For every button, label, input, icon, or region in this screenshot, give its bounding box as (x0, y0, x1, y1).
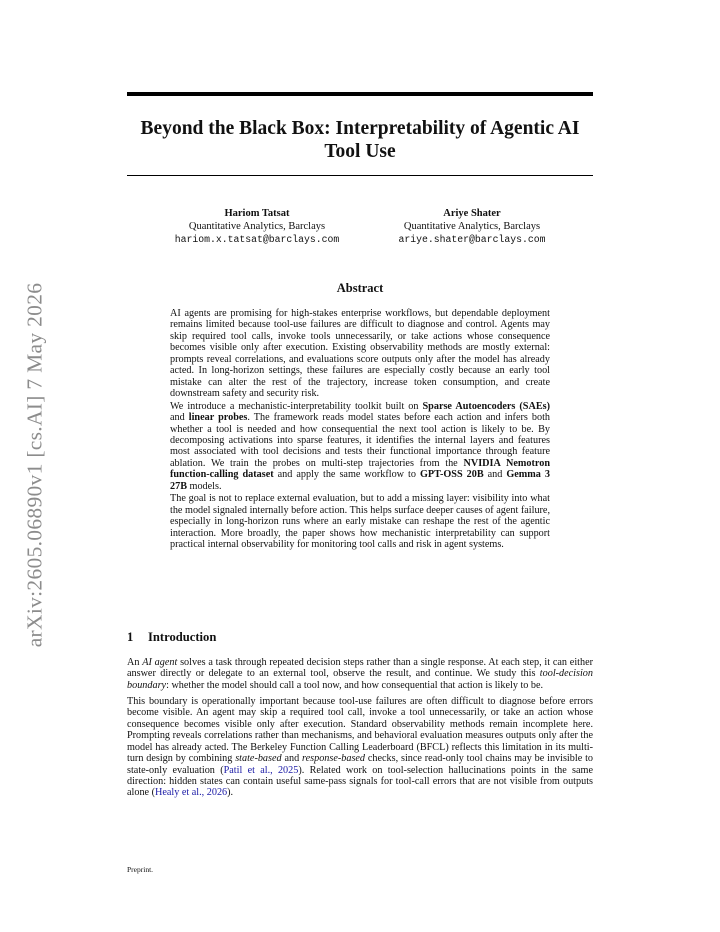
abstract-body (170, 308, 550, 552)
text-run: and (483, 469, 507, 481)
text-run: An (127, 657, 143, 668)
introduction-body (127, 657, 593, 803)
arxiv-identifier-stamp (10, 265, 60, 665)
author-email[interactable]: hariom.x.tatsat@barclays.com (174, 234, 340, 245)
author-affiliation: Quantitative Analytics, Barclays (403, 221, 541, 232)
bold-term: Gemma 3 27B (170, 469, 550, 492)
text-run: . The framework reads model states before each action and infers both whether a tool is needed and how consequential the next tool action is likely to be. By decomposing activations into sparse features, it identifies the internal layers and features most associated with tool decisions and tests their functional importance through feature ablation. We train the probes on multi-step trajectories from the (170, 412, 550, 469)
bold-term: linear probes (188, 412, 248, 424)
text-run: and (170, 412, 189, 424)
citation-link[interactable]: Patil et al., 2025 (223, 764, 299, 776)
abstract-paragraph-3: The goal is not to replace external evaluation, but to add a missing layer: visibility into what the model signaled internally before action. This helps surface deeper causes of agent failure, especially in long-horizon runs where an early mistake can reshape the rest of the agentic interaction. More broadly, the paper shows how mechanistic interpretability can support practical internal observability for monitoring tool calls and risk in agent systems. (170, 493, 550, 551)
text-run: models. (186, 480, 222, 492)
text-run: ). (227, 787, 234, 799)
author-email[interactable]: ariye.shater@barclays.com (398, 234, 546, 245)
citation-link[interactable]: Healy et al., 2026 (155, 787, 228, 799)
text-run: This boundary is operationally important because tool-use failures are often difficult to diagnose before errors become visible. An agent may skip a required tool call, invoke a tool unnecessarily, or take an action whose consequence becomes visible only after execution. Standard observability methods remain incomplete here. Prompting reveals correlations rather than mechanisms, and behavioral evaluation measures outputs only after the model has already acted. The Berkeley Function Calling Leaderboard (BFCL) reflects this limitation in its multi-turn design by combining (127, 695, 593, 765)
author-affiliation: Quantitative Analytics, Barclays (188, 221, 326, 232)
abstract-paragraph-1: AI agents are promising for high-stakes enterprise workflows, but dependable deployment remains limited because tool-use failures are difficult to diagnose and control. Agents may skip required tool calls, invoke tools unnecessarily, or take actions whose consequence becomes visible only after execution. Existing observability methods are mostly external: prompts reveal correlations, and evaluations score outputs only after the model has already acted. In long-horizon settings, these failures are especially costly because an early tool mistake can alter the rest of the trajectory, increase token consumption, and create downstream safety and security risk. (170, 308, 550, 400)
text-run: and apply the same workflow to (273, 469, 420, 481)
bold-term: NVIDIA Nemotron function-calling dataset (170, 457, 550, 481)
paper-title: Beyond the Black Box: Interpretability of Agentic AI Tool Use (140, 118, 580, 162)
section-heading (127, 630, 216, 645)
intro-paragraph-2 (127, 696, 593, 799)
title-top-rule (127, 92, 593, 96)
abstract-heading: Abstract (336, 281, 384, 295)
bold-term: Sparse Autoencoders (SAEs) (422, 400, 550, 412)
text-run: and (281, 753, 303, 765)
text-run: checks, since read-only tool chains may be invisible to state-only evaluation ( (127, 753, 593, 776)
italic-term: AI agent (142, 657, 178, 668)
section-number: 1 (127, 630, 134, 644)
author-name: Ariye Shater (443, 208, 501, 219)
author-name: Hariom Tatsat (224, 208, 290, 219)
text-run: ). Related work on tool-selection hallucinations points in the same direction: hidden states can contain useful same-pass signals for tool-call errors that are not visible from outputs alone ( (127, 764, 593, 799)
italic-term: tool-decision boundary (127, 668, 593, 691)
text-run: : whether the model should call a tool now, and how consequential that action is likely to be. (166, 679, 544, 691)
italic-term: state-based (235, 753, 282, 765)
text-run: We introduce a mechanistic-interpretability toolkit built on (170, 400, 423, 412)
title-bottom-rule (127, 175, 593, 176)
author-block-2 (362, 207, 582, 246)
section-title: Introduction (148, 630, 217, 644)
arxiv-identifier-text: arXiv:2605.06890v1 [cs.AI] 7 May 2026 (22, 282, 47, 648)
intro-paragraph-1 (127, 657, 593, 691)
author-block-1 (147, 207, 367, 246)
text-run: solves a task through repeated decision steps rather than a single response. At each step, it can either answer directly or delegate to an external tool, observe the result, and continue. We study this (127, 657, 593, 680)
footer-note: Preprint. (127, 865, 154, 874)
abstract-paragraph-2 (170, 401, 550, 493)
italic-term: response-based (302, 753, 366, 765)
bold-term: GPT-OSS 20B (419, 469, 484, 481)
